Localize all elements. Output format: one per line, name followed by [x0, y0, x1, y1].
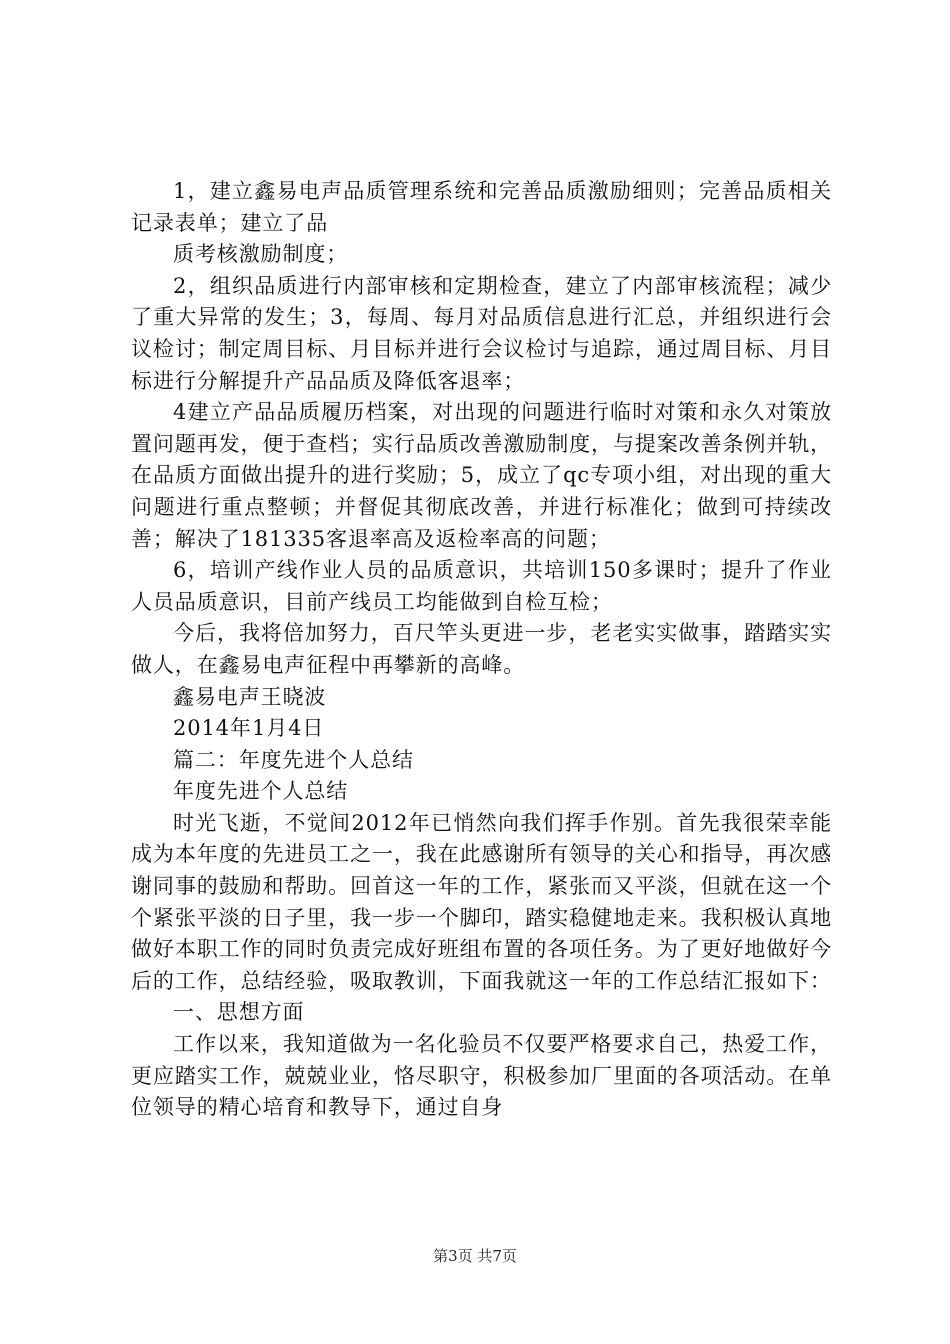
subsection-heading: 一、思想方面 — [173, 1000, 305, 1025]
signature-line: 鑫易电声王晓波 — [173, 684, 327, 709]
paragraph: 2，组织品质进行内部审核和定期检查，建立了内部审核流程；减少了重大异常的发生；3，每周、每月对品质信息进行汇总，并组织进行会议检讨；制定周目标、月目标并进行会议检讨与追踪，通过周目标、月目标进行分解提升产品品质及降低客退率； — [131, 273, 832, 393]
paragraph: 工作以来，我知道做为一名化验员不仅要严格要求自己，热爱工作，更应踏实工作，兢兢业业，恪尽职守，积极参加厂里面的各项活动。在单位领导的精心培育和教导下，通过自身 — [131, 1032, 832, 1120]
paragraph: 4建立产品品质履历档案，对出现的问题进行临时对策和永久对策放置问题再发，便于查档；实行品质改善激励制度，与提案改善条例并轨，在品质方面做出提升的进行奖励；5，成立了qc专项小组，对出现的重大问题进行重点整顿；并督促其彻底改善，并进行标准化；做到可持续改善；解决了181335客退率高及返检率高的问题； — [131, 400, 832, 551]
date-line: 2014年1月4日 — [173, 716, 325, 741]
paragraph: 1，建立鑫易电声品质管理系统和完善品质激励细则；完善品质相关记录表单；建立了品 — [131, 179, 832, 235]
paragraph: 6，培训产线作业人员的品质意识，共培训150多课时；提升了作业人员品质意识，目前产线员工均能做到自检互检； — [131, 558, 832, 614]
paragraph: 时光飞逝，不觉间2012年已悄然向我们挥手作别。首先我很荣幸能成为本年度的先进员工之一，我在此感谢所有领导的关心和指导，再次感谢同事的鼓励和帮助。回首这一年的工作，紧张而又平淡，但就在这一个个紧张平淡的日子里，我一步一个脚印，踏实稳健地走来。我积极认真地做好本职工作的同时负责完成好班组布置的各项任务。为了更好地做好今后的工作，总结经验，吸取教训，下面我就这一年的工作总结汇报如下： — [131, 810, 832, 993]
page-number-footer: 第3页 共7页 — [433, 1247, 517, 1265]
section-title: 年度先进个人总结 — [173, 779, 349, 804]
section-heading: 篇二：年度先进个人总结 — [173, 747, 414, 772]
paragraph: 今后，我将倍加努力，百尺竿头更进一步，老老实实做事，踏踏实实做人，在鑫易电声征程中再攀新的高峰。 — [131, 621, 832, 677]
document-body — [131, 176, 832, 1124]
paragraph: 质考核激励制度； — [173, 242, 349, 267]
